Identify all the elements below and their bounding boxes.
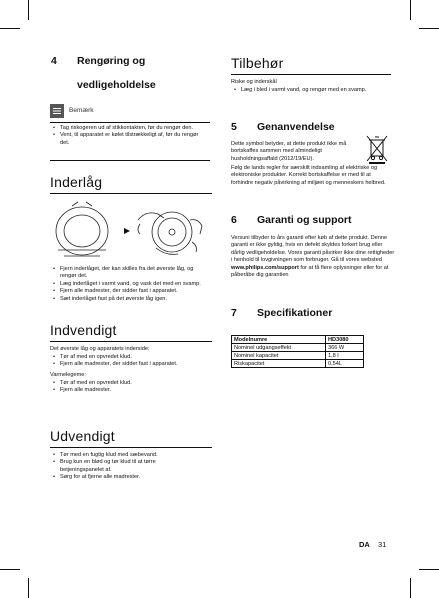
crop-mark — [419, 569, 439, 570]
heading-rule — [50, 341, 212, 342]
note-list — [50, 125, 208, 147]
crossed-out-wheelie-bin-icon — [365, 134, 389, 164]
section-6-title: Garanti og support — [257, 214, 352, 226]
table-cell: 0,54L — [326, 360, 364, 368]
section-5-paragraph-2: Følg de lands regler for særskilt indsamling af elektriske og elektroniske produkter. Korrekt bortskaffelse er med til at forhindre negativ påvirkning af miljøet og menneskers helbred. — [231, 165, 386, 186]
inderlag-list — [50, 266, 210, 303]
crop-mark — [410, 578, 411, 598]
table-cell: Nominel udgangseffekt — [232, 344, 326, 352]
table-row — [232, 344, 364, 352]
support-link[interactable]: www.philips.com/support — [231, 264, 299, 271]
indvendigt-intro-1: Det øverste låg og apparatets inderside: — [50, 346, 150, 352]
indvendigt-list-1 — [50, 354, 215, 369]
table-row — [232, 352, 364, 360]
crop-mark — [28, 0, 29, 20]
table-cell: Riskapacitet — [232, 360, 326, 368]
heading-indvendigt: Indvendigt — [50, 322, 117, 338]
list-item: • Tør af med en opvredet klud. — [50, 354, 215, 361]
section-5-title: Genanvendelse — [257, 121, 335, 133]
section-7-number: 7 — [231, 307, 237, 319]
heading-udvendigt: Udvendigt — [50, 428, 115, 444]
inner-lid-illustration — [52, 198, 212, 264]
crop-mark — [0, 569, 20, 570]
section-4-title-line2: vedligeholdelse — [77, 79, 156, 91]
tilbehor-intro: Riske og inderskål — [231, 79, 277, 85]
table-cell: Nominel kapacitet — [232, 352, 326, 360]
list-item: • Læg inderlåget i varmt vand, og vask det med en svamp. — [50, 281, 210, 288]
indvendigt-list-2 — [50, 380, 210, 395]
indvendigt-intro-2: Varmelegeme: — [50, 372, 86, 378]
table-cell: 366 W — [326, 344, 364, 352]
crop-mark — [28, 578, 29, 598]
footer-page-number: 31 — [378, 540, 387, 549]
footer-language: DA — [359, 540, 370, 549]
list-item: • Fjern alle madrester, der sidder fast i apparatet. — [50, 288, 210, 295]
table-cell: Modelnumre — [232, 336, 326, 344]
table-cell: 1,8 l — [326, 352, 364, 360]
crop-mark — [0, 28, 20, 29]
list-item: • Læg i bled i varmt vand, og rengør med en svamp. — [231, 87, 381, 94]
arrow-right-icon — [124, 228, 130, 234]
warranty-text-end: for at få flere oplysninger eller for at påberåbe dig garantien — [231, 264, 389, 279]
heading-inderlag: Inderlåg — [50, 174, 103, 190]
list-item: • Tag riskogeren ud af stikkontakten, før du rengør den. — [50, 125, 208, 132]
heading-rule — [231, 74, 391, 75]
list-item: • Brug kun en blød og tør klud til at tørre betjeningspanelet af. — [50, 459, 200, 474]
section-6-number: 6 — [231, 214, 237, 226]
section-7-title: Specifikationer — [257, 307, 333, 319]
heading-rule — [50, 447, 212, 448]
note-bottom-rule — [50, 160, 210, 161]
section-4-number: 4 — [51, 55, 57, 67]
list-item: • Tør af med en opvredet klud. — [50, 380, 210, 387]
note-title: Bemærk — [69, 107, 94, 114]
section-5-number: 5 — [231, 121, 237, 133]
section-5-paragraph-1: Dette symbol betyder, at dette produkt ikke må bortskaffes sammen med almindeligt husholdningsaffald (2012/19/EU). — [231, 141, 347, 162]
list-item: • Sæt inderlåget fast på det øverste låg igen. — [50, 296, 210, 303]
list-item: • Sørg for at fjerne alle madrester. — [50, 474, 200, 481]
list-item: • Fjern alle madrester, der sidder fast i apparatet. — [50, 361, 215, 368]
spec-table — [231, 335, 364, 368]
section-6-paragraph — [231, 235, 395, 279]
warranty-text: Versuni tilbyder to års garanti efter køb af dette produkt. Denne garanti er ikke gyldig, hvis en defekt skyldes forkert brug eller dårlig vedligeholdelse. Vores garanti påvirker ikke dine rettigheder i henhold til lovgivningen som forbruger. Gå til vores websted — [231, 235, 395, 264]
note-top-rule — [50, 122, 210, 123]
crop-mark — [419, 28, 439, 29]
crop-mark — [410, 0, 411, 20]
table-cell: HD3080 — [326, 336, 364, 344]
note-icon — [50, 104, 64, 118]
list-item: • Tør med en fugtig klud med sæbevand. — [50, 452, 200, 459]
list-item: • Vent, til apparatet er kølet tilstrækkeligt af, før du rengør det. — [50, 132, 208, 147]
list-item: • Fjern inderlåget, der kan skilles fra det øverste låg, og rengør det. — [50, 266, 210, 281]
heading-rule — [50, 193, 212, 194]
table-row — [232, 360, 364, 368]
table-row — [232, 336, 364, 344]
list-item: • Fjern alle madrester. — [50, 387, 210, 394]
section-4-title-line1: Rengøring og — [77, 55, 146, 67]
udvendigt-list — [50, 452, 200, 482]
heading-tilbehor: Tilbehør — [231, 55, 284, 71]
tilbehor-list — [231, 87, 381, 94]
